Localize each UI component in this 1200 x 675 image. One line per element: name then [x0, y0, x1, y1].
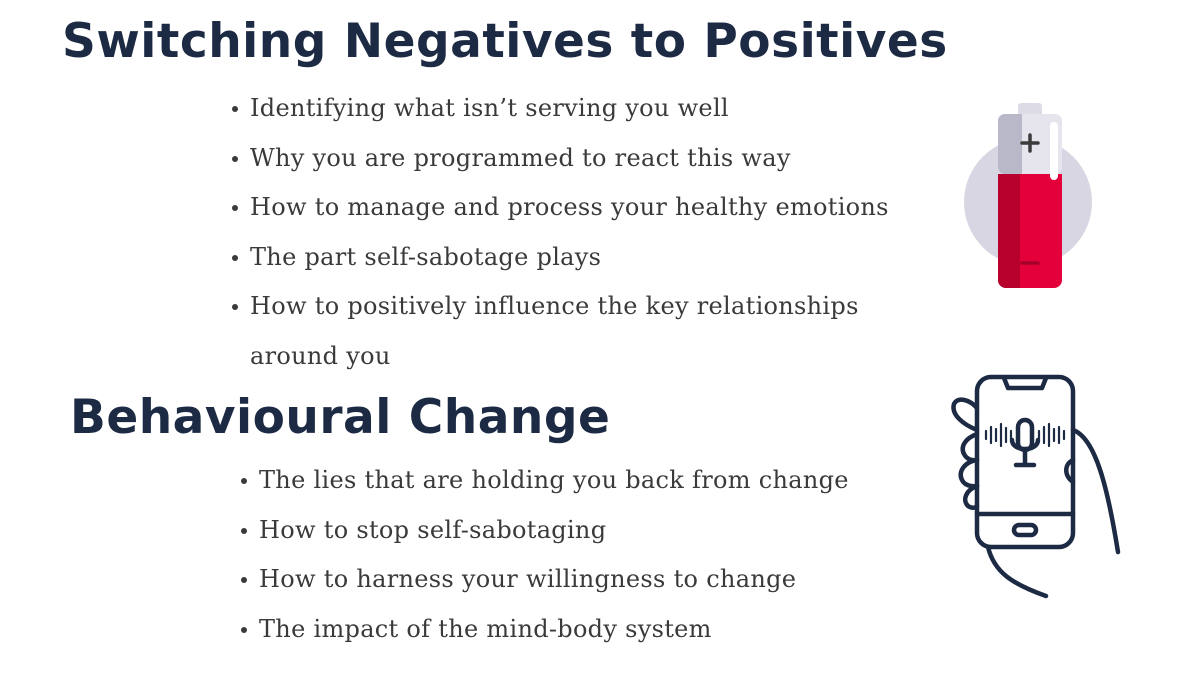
list-item: How to harness your willingness to change [239, 555, 939, 605]
list-item: How to manage and process your healthy emotions [230, 183, 930, 233]
list-item: The impact of the mind-body system [239, 605, 939, 655]
section-heading-behavioural-change: Behavioural Change [70, 390, 611, 445]
list-item: The lies that are holding you back from change [239, 456, 939, 506]
list-item: How to positively influence the key relationships around you [230, 282, 890, 381]
bullet-list-behavioural-change [239, 456, 939, 654]
voice-assistant-phone-icon [946, 372, 1126, 604]
list-item: Identifying what isn’t serving you well [230, 84, 930, 134]
list-item: The part self-sabotage plays [230, 233, 930, 283]
bullet-list-switching-negatives [230, 84, 930, 381]
section-heading-switching-negatives: Switching Negatives to Positives [62, 14, 948, 69]
battery-icon [958, 98, 1098, 294]
list-item: How to stop self-sabotaging [239, 506, 939, 556]
list-item: Why you are programmed to react this way [230, 134, 930, 184]
